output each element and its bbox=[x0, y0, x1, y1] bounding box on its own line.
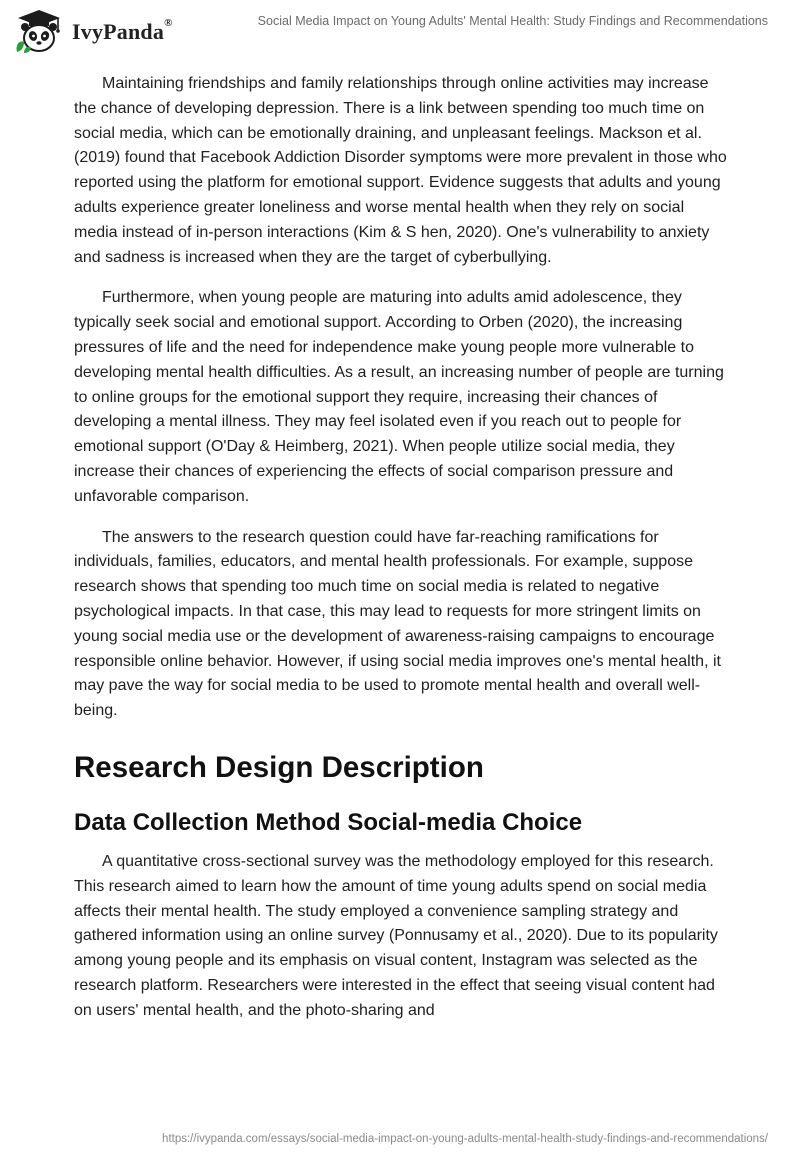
footer-url[interactable]: https://ivypanda.com/essays/social-media-impact-on-young-adults-mental-health-study-findings-and-recommendations/ bbox=[162, 1133, 768, 1145]
paragraph: The answers to the research question could have far-reaching ramifications for individuals, families, educators, and mental health professionals. For example, suppose research shows that spending too much time on social media is related to negative psychological impacts. In that case, this may lead to requests for more stringent limits on young social media use or the development of awareness-raising campaigns to encourage responsible online behavior. However, if using social media improves one's mental health, it may pave the way for social media to be used to promote mental health and overall well-being. bbox=[74, 528, 721, 720]
registered-mark: ® bbox=[164, 17, 173, 29]
essay-body bbox=[74, 72, 728, 1040]
page-title: Social Media Impact on Young Adults' Mental Health: Study Findings and Recommendations bbox=[257, 14, 768, 28]
logo-text: IvyPanda bbox=[72, 19, 165, 44]
subsection-heading: Data Collection Method Social-media Choice bbox=[74, 808, 583, 836]
panda-graduate-icon bbox=[14, 8, 64, 54]
page-header bbox=[0, 0, 800, 60]
paragraph: Furthermore, when young people are maturing into adults amid adolescence, they typically seek social and emotional support. According to Orben (2020), the increasing pressures of life and the need for independence make young people more vulnerable to developing mental health difficulties. As a result, an increasing number of people are turning to online groups for the emotional support they require, increasing their chances of developing a mental illness. They may feel isolated even if you reach out to people for emotional support (O'Day & Heimberg, 2021). When people utilize social media, they increase their chances of experiencing the effects of social comparison pressure and unfavorable comparison. bbox=[74, 289, 724, 505]
logo-wordmark bbox=[72, 19, 173, 45]
section-heading: Research Design Description bbox=[74, 750, 484, 784]
paragraph: Maintaining friendships and family relationships through online activities may increase the chance of developing depression. There is a link between spending too much time on social media, which can be emotionally draining, and unpleasant feelings. Mackson et al. (2019) found that Facebook Addiction Disorder symptoms were more prevalent in those who reported using the platform for emotional support. Evidence suggests that adults and young adults experience greater loneliness and worse mental health when they rely on social media instead of in-person interactions (Kim & S hen, 2020). One's vulnerability to anxiety and sadness is increased when they are the target of cyberbullying. bbox=[74, 75, 727, 266]
ivypanda-logo[interactable] bbox=[14, 8, 173, 54]
paragraph: A quantitative cross-sectional survey was the methodology employed for this research. This research aimed to learn how the amount of time young adults spend on social media affects their mental health. The study employed a convenience sampling strategy and gathered information using an online survey (Ponnusamy et al., 2020). Due to its popularity among young people and its emphasis on visual content, Instagram was selected as the research platform. Researchers were interested in the effect that seeing visual content had on users' mental health, and the photo-sharing and bbox=[74, 852, 718, 1019]
